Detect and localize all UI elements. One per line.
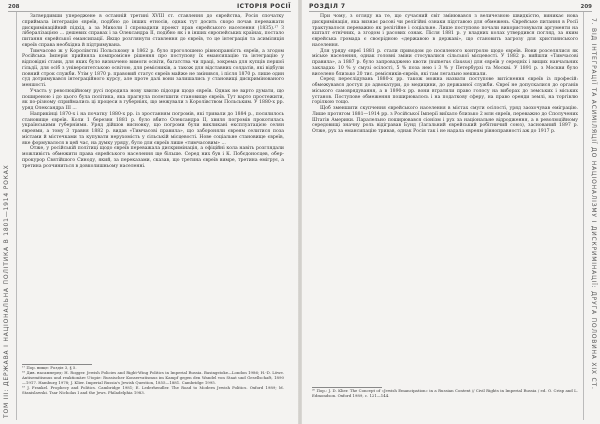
right-page [300, 0, 600, 424]
footnote: ²⁰ Пор.: J. D. Klier. The Concept of «Jewish Emancipation» in a Russian Context // Civil Rights in Imperial Russia / ed. O. Crisp and L. Edmondson. Oxford 1989, с. 121—144. [312, 388, 578, 398]
right-running-head: РОЗДІЛ 7 [309, 3, 346, 10]
footnote: ¹⁷ Пор. вище: Розділ 3, § 5. [22, 365, 77, 370]
left-body-text [22, 14, 284, 169]
right-header-rule [309, 11, 592, 12]
left-side-rule [16, 12, 17, 420]
left-running-head: ІСТОРІЯ РОСІЇ [236, 3, 291, 10]
left-header-rule [8, 11, 291, 12]
right-page-number: 209 [580, 4, 592, 10]
right-body-text [312, 14, 578, 135]
footnote: ¹⁸ Див. насамперед: H. Rogger. Jewish Policies and Right-Wing Politics in Imperial Russia. Basingstoke—London 1986; H.-D. Löwe. Antisemitismus und reaktionäre Utopie: Russischer Konservatismus im Kampf gegen den Wandel von Staat und Gesellschaft, 1890—1917. Hamburg 1978; J. Klier. Imperial Russia's Jewish Question, 1855—1881. Cambridge 1995. [22, 369, 284, 385]
paragraph: Тимчасово ж у Королівстві Польському в 1862 р. було проголошено рівноправність євреїв, а згодом Російська Імперія прийняла компромісне рішення про поступову їх емансипацію та інтеграцію у відповідні стани, для яких було визначено вимоги освіти, багатства чи праці, зокрема для купців першої гільдії, для осіб з університетською освітою, для ремісників, а також для відставних солдатів, які відбули повний строк служби. Утім у 1870 р. правовий статус євреїв майже не змінився, і після 1870 р. лише один суд дотримувався інтеграційного курсу, але проте далі вони залишались у становищі дискримінованого меншості. [22, 48, 284, 88]
paragraph: Участь у революційному русі породила нову хвилю підозри щодо євреїв. Однак не варто думати, що поширеною і до цього була політика, яка прагнула полегшити становище євреїв. Тут варто простежити, як по-різному сприймались ці процеси в губерніях, що межували з Королівством Польським. У 1880-х рр. уряд Олександра III ... [22, 88, 284, 111]
right-side-title-text: 7. ВІД ІНТЕГРАЦІЇ ТА АСИМІЛЯЦІЇ ДО НАЦІОНАЛІЗМУ І ДИСКРИМІНАЦІЇ: ДРУГА ПОЛОВИНА XIX СТ. [590, 18, 597, 390]
paragraph: Наприкінці 1870-х і на початку 1880-х рр. із зростанням погромів, які тривали до 1884 р., посилилось становище євреїв. Коли 1 березня 1881 р. було вбито Олександра II, хвиля погромів прокотилась українськими губерніями. Уряд дійшов висновку, що погроми були викликані експлуатацією селян євреями, а тому 3 травня 1882 р. видав «Тимчасові правила», що забороняли євреям селитися поза містами й містечками та купувати нерухомість у сільській місцевості. Нове соціальне становище євреїв, яке формувалося в цей час, на думку уряду, було для євреїв лише «тимчасовим» ... [22, 111, 284, 146]
left-page-number: 208 [8, 4, 20, 10]
paragraph: Щоб зменшити скупчення єврейського населення в містах смуги осілості, уряд заохочував еміграцію. Лише протягом 1881—1914 рр. з Російської Імперії виїхало близько 2 млн євреїв, переважно до Сполучених Штатів Америки. Паралельно поширювався сіонізм і рух за національне відродження, а в революційному середовищі значну роль відігравав Бунд (Загальний єврейський робітничий союз), заснований 1897 р. Отже, рух за емансипацію тривав, однак Росія так і не надала євреям рівноправності аж до 1917 р. [312, 106, 578, 134]
left-side-title [0, 18, 16, 418]
footnote: ¹⁹ J. Frankel. Prophecy and Politics. Cambridge 1981; E. Lederhendler. The Road to Modern Jewish Politics. Oxford 1989; M. Stanislawski. Tsar Nicholas I and the Jews. Philadelphia 1983. [22, 384, 284, 395]
right-footnotes [312, 389, 578, 399]
paragraph: При чому, з огляду на те, що сучасний світ змінювався з величезною швидкістю, виникає нова дискримінація, яка визнає расові чи релігійні ознаки підставою для обмежень. Єврейське питання в Росії трактувалося переважно як релігійне і соціальне. Лише поступово почали використовувати аргументи на кшталт етнічних, а згодом і расових ознак. Після 1881 р. у владних колах утвердився погляд, за яким єврейська громада є своєрідною «державою в державі», що становить загрозу для християнського населення. [312, 14, 578, 48]
paragraph: Отже, у російській політиці щодо євреїв переважала дискримінація, а офіційні кола навіть розглядали можливість обмежити права єврейського населення ще більше. Серед них був і К. Побєдоносцев, обер-прокурор Святійшого Синоду, який, за переказами, сказав, що третина євреїв вимре, третина емігрує, а третина розчиниться в довколишньому населенні. [22, 146, 284, 169]
paragraph: Для уряду євреї 1881 р. стали приводом до посиленого контролю щодо євреїв. Вони розселялися як міське населення, однак головні зміни стосувалися сільської місцевості. У 1882 р. вийшли «Тимчасові правила», а 1887 р. було запроваджено квоти (numerus clausus) для євреїв у середніх і вищих навчальних закладах: 10 % у смузі осілості, 5 % поза нею і 3 % у Петербурзі та Москві. У 1891 р. з Москви було виселено близько 20 тис. ремісників-євреїв, які там легально мешкали. [312, 48, 578, 77]
right-side-title [584, 18, 600, 418]
right-side-rule [583, 12, 584, 420]
paragraph: Серед переслідувань 1880-х рр. також можна назвати поступове витіснення євреїв із професій: обмежувався доступ до адвокатури, до медицини, до державної служби. Євреї не допускалися до органів міського самоврядування, а в 1890-х рр. вони втратили право голосу на виборах до земських і міських установ. Поступове обмеження поширювалось і на податкову сферу, на право оренди землі, на торгівлю горілкою тощо. [312, 77, 578, 106]
right-page-header [309, 3, 592, 10]
paragraph: Затвердивши упереджене в останній третині XVIII ст. ставлення до єврейства, Росія спочатку сприймала інтеграцію євреїв, подібно до інших етносів, однак тут досить скоро почав переважати дискримінаційний підхід, а за Миколи I спровадили проект прав єврейського населення (1835).¹⁷ З лібералізацією ... дешевих справах і за Олександра II, подібно як і в інших європейських країнах, постало питання єврейської емансипації. Якщо розглянути ставлення до євреїв, то це інтеграція та асиміляція євреїв справа необхідна й підтримувана. [22, 14, 284, 48]
left-page-header [8, 3, 291, 10]
left-side-title-text: ТОМ ІІІ: ДЕРЖАВА І НАЦІОНАЛЬНА ПОЛІТИКА В 1801—1914 РОКАХ [3, 164, 10, 418]
left-footnotes [22, 366, 284, 395]
